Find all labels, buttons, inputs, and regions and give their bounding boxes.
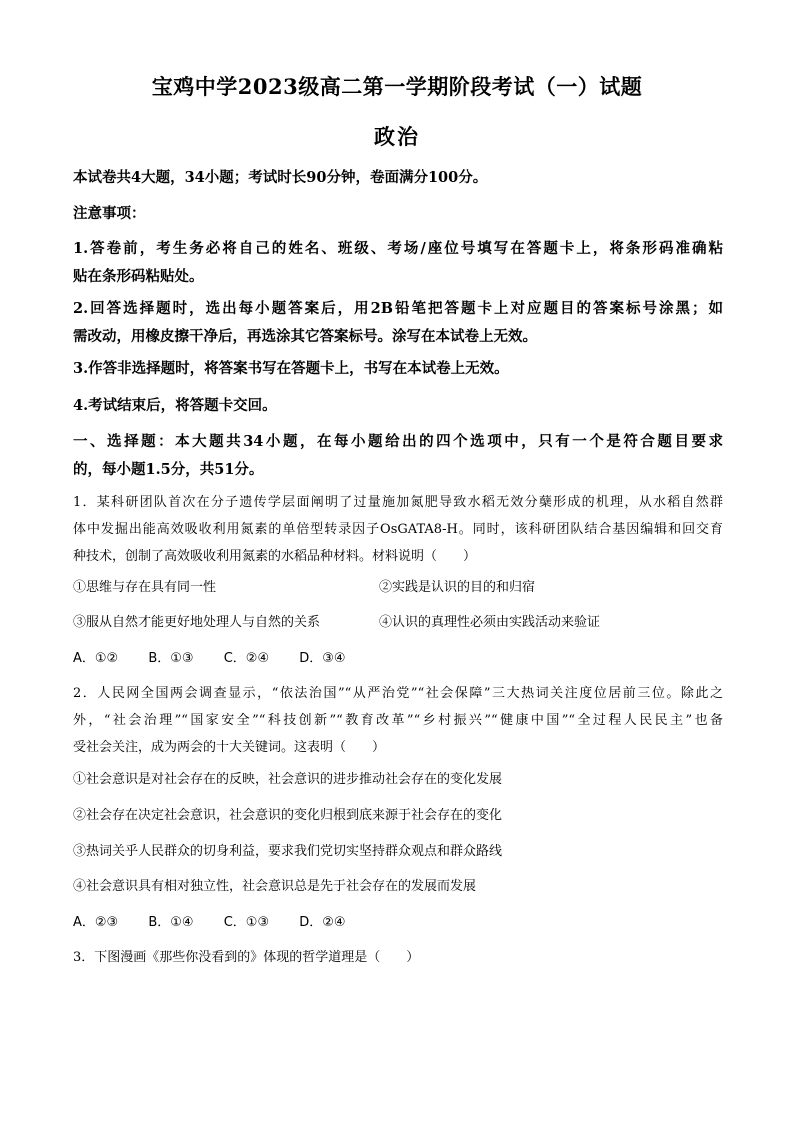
section-1-heading	[73, 428, 723, 484]
notice-heading-text: 注意事项：	[73, 205, 146, 222]
question-1-option-2: ②实践是认识的目的和归宿	[379, 580, 536, 595]
choice-d: D．②④	[299, 915, 346, 930]
question-1-option-4: ④认识的真理性必须由实践活动来验证	[379, 615, 601, 630]
note-3-line-1: 3.作答非选择题时，将答案书写在答题卡上，书写在本试卷上无效。	[73, 360, 509, 377]
question-1-choices	[73, 645, 372, 672]
note-1-line-1: 1.答卷前，考生务必将自己的姓名、班级、考场/座位号填写在答题卡上，将条形码准确粘	[73, 240, 723, 257]
subject-title: 政治	[374, 124, 420, 149]
question-2-line-1: 2．人民网全国两会调查显示，“依法治国”“从严治党”“社会保障”三大热词关注度位居前三位。除此之	[73, 686, 723, 701]
question-3-line-1: 3．下图漫画《那些你没看到的》体现的哲学道理是（ ）	[73, 950, 420, 965]
note-1-line-2: 贴在条形码粘贴处。	[73, 268, 204, 285]
question-3-stem	[73, 944, 723, 971]
note-1	[73, 235, 723, 291]
question-2-option-3-wrap	[73, 838, 723, 865]
choice-a: A．①②	[73, 651, 119, 666]
question-1-line-3: 种技术，创制了高效吸收利用氮素的水稻品种材料。材料说明（ ）	[73, 549, 477, 564]
choice-b: B．①④	[148, 915, 194, 930]
section-1-line-1: 一、选择题：本大题共34小题，在每小题给出的四个选项中，只有一个是符合题目要求	[73, 433, 723, 450]
question-1-line-2: 体中发掘出能高效吸收利用氮素的单倍型转录因子OsGATA8-H。同时，该科研团队结合基因编辑和回交育	[73, 522, 723, 537]
question-2-option-4: ④社会意识具有相对独立性，社会意识总是先于社会存在的发展而发展	[73, 879, 477, 894]
note-2	[73, 295, 723, 351]
note-2-line-1: 2.回答选择题时，选出每小题答案后，用2B铅笔把答题卡上对应题目的答案标号涂黑；如	[73, 300, 723, 317]
question-1-line-1: 1．某科研团队首次在分子遗传学层面阐明了过量施加氮肥导致水稻无效分蘖形成的机理，从水稻自然群	[73, 495, 723, 510]
choice-c: C．①③	[223, 915, 270, 930]
note-2-line-2: 需改动，用橡皮擦干净后，再选涂其它答案标号。涂写在本试卷上无效。	[73, 328, 537, 345]
question-1-stem	[73, 489, 723, 570]
exam-title: 宝鸡中学2023级高二第一学期阶段考试（一）试题	[151, 74, 643, 99]
question-2-option-2-wrap	[73, 802, 723, 829]
notice-heading	[73, 200, 723, 228]
question-2-option-3: ③热词关乎人民群众的切身利益，要求我们党切实坚持群众观点和群众路线	[73, 844, 503, 859]
choice-b: B．①③	[148, 651, 194, 666]
choice-a: A．②③	[73, 915, 119, 930]
question-2-line-2: 外，“社会治理”“国家安全”“科技创新”“教育改革”“乡村振兴”“健康中国”“全过程人民民主”也备	[73, 713, 723, 728]
question-2-line-3: 受社会关注，成为两会的十大关键词。这表明（ ）	[73, 740, 386, 755]
question-2-stem	[73, 680, 723, 761]
note-3	[73, 355, 723, 383]
section-1-line-2: 的，每小题1.5分，共51分。	[73, 461, 264, 478]
question-1-option-1: ①思维与存在具有同一性	[73, 580, 217, 595]
exam-summary	[73, 164, 723, 192]
question-2-choices	[73, 909, 372, 936]
note-4-line-1: 4.考试结束后，将答题卡交回。	[73, 397, 277, 414]
note-4	[73, 392, 723, 420]
choice-d: D．③④	[299, 651, 346, 666]
summary-line: 本试卷共4大题，34小题；考试时长90分钟，卷面满分100分。	[73, 169, 488, 186]
question-1-option-3: ③服从自然才能更好地处理人与自然的关系	[73, 615, 321, 630]
question-2-option-1-wrap	[73, 766, 723, 793]
question-2-option-2: ②社会存在决定社会意识，社会意识的变化归根到底来源于社会存在的变化	[73, 808, 503, 823]
choice-c: C．②④	[223, 651, 270, 666]
question-2-option-4-wrap	[73, 873, 723, 900]
question-2-option-1: ①社会意识是对社会存在的反映，社会意识的进步推动社会存在的变化发展	[73, 772, 503, 787]
